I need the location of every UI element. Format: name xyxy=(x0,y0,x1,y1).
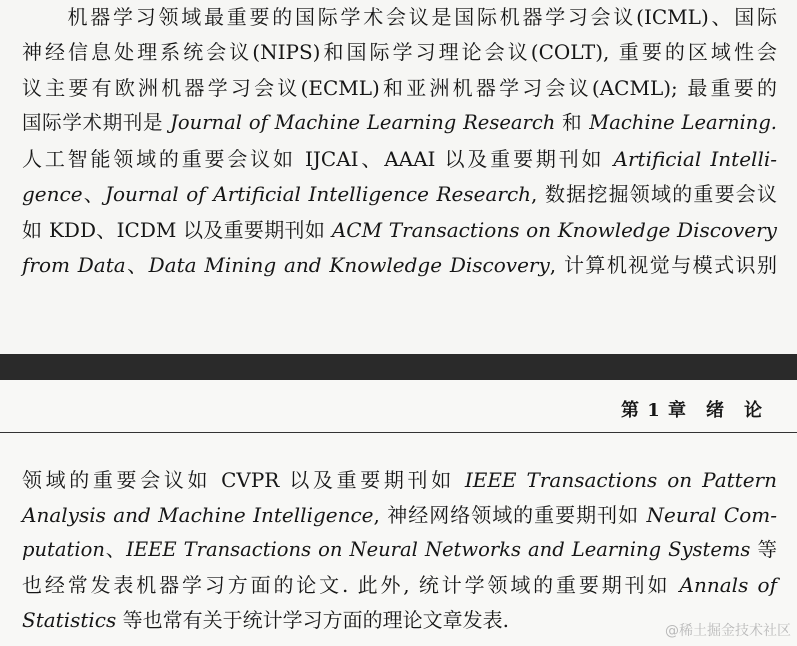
top-line-7 xyxy=(22,213,777,247)
bottom-line-1 xyxy=(22,463,777,497)
running-header: 第 1 章 绪 论 xyxy=(620,400,763,421)
text-run: 、 xyxy=(125,253,149,277)
italic-title: putation xyxy=(22,538,105,561)
text-run: 人工智能领域的重要会议如 IJCAI、AAAI 以及重要期刊如 xyxy=(22,147,614,171)
top-line-2 xyxy=(22,35,777,69)
header-rule xyxy=(0,432,797,433)
italic-title: gence xyxy=(22,182,83,206)
italic-title: Machine Learning. xyxy=(589,111,778,134)
text-run: 如 KDD、ICDM 以及重要期刊如 xyxy=(22,218,332,242)
top-line-6 xyxy=(22,177,777,211)
text-run: 领域的重要会议如 CVPR 以及重要期刊如 xyxy=(22,468,465,492)
text-run: 神经信息处理系统会议(NIPS)和国际学习理论会议(COLT), 重要的区域性会 xyxy=(22,40,777,64)
italic-title: Statistics xyxy=(22,608,117,632)
bottom-line-4 xyxy=(22,568,777,602)
top-line-3 xyxy=(22,71,777,105)
bottom-line-2 xyxy=(22,498,777,532)
top-line-8 xyxy=(22,248,777,282)
italic-title: Journal of Machine Learning Research xyxy=(170,111,556,134)
text-run: 等 xyxy=(750,538,777,561)
italic-title: Journal of Artificial Intelligence Research xyxy=(104,182,532,206)
italic-title: from Data xyxy=(22,253,126,277)
bottom-line-3 xyxy=(22,533,777,567)
bottom-line-5 xyxy=(22,603,777,637)
italic-title: Data Mining and Knowledge Discovery xyxy=(148,253,550,277)
italic-title: Annals of xyxy=(679,573,777,597)
italic-title: Analysis and Machine Intelligence xyxy=(22,503,374,527)
watermark-text: @稀土掘金技术社区 xyxy=(665,623,791,639)
text-run: , 计算机视觉与模式识别 xyxy=(549,253,778,277)
text-run: 等也常有关于统计学习方面的理论文章发表. xyxy=(116,608,509,632)
italic-title: ACM Transactions on Knowledge Discovery xyxy=(331,218,777,242)
text-run: 和 xyxy=(555,111,590,134)
text-run: 议主要有欧洲机器学习会议(ECML)和亚洲机器学习会议(ACML); 最重要的 xyxy=(22,76,777,100)
text-run: 机器学习领域最重要的国际学术会议是国际机器学习会议(ICML)、国际 xyxy=(22,5,777,29)
top-line-5 xyxy=(22,142,777,176)
text-run: 、 xyxy=(104,538,127,561)
text-run: 、 xyxy=(82,182,105,206)
italic-title: Neural Com- xyxy=(646,503,777,527)
italic-title: IEEE Transactions on Neural Networks and Learning Systems xyxy=(126,538,751,561)
text-run: , 数据挖掘领域的重要会议 xyxy=(531,182,778,206)
text-run: , 神经网络领域的重要期刊如 xyxy=(373,503,647,527)
text-run: 国际学术期刊是 xyxy=(22,111,171,134)
text-run: 也经常发表机器学习方面的论文. 此外, 统计学领域的重要期刊如 xyxy=(22,573,680,597)
page-gap xyxy=(0,354,797,380)
italic-title: Artificial Intelli- xyxy=(613,147,778,171)
italic-title: IEEE Transactions on Pattern xyxy=(464,468,777,492)
top-line-1 xyxy=(22,0,777,34)
top-line-4 xyxy=(22,106,777,140)
